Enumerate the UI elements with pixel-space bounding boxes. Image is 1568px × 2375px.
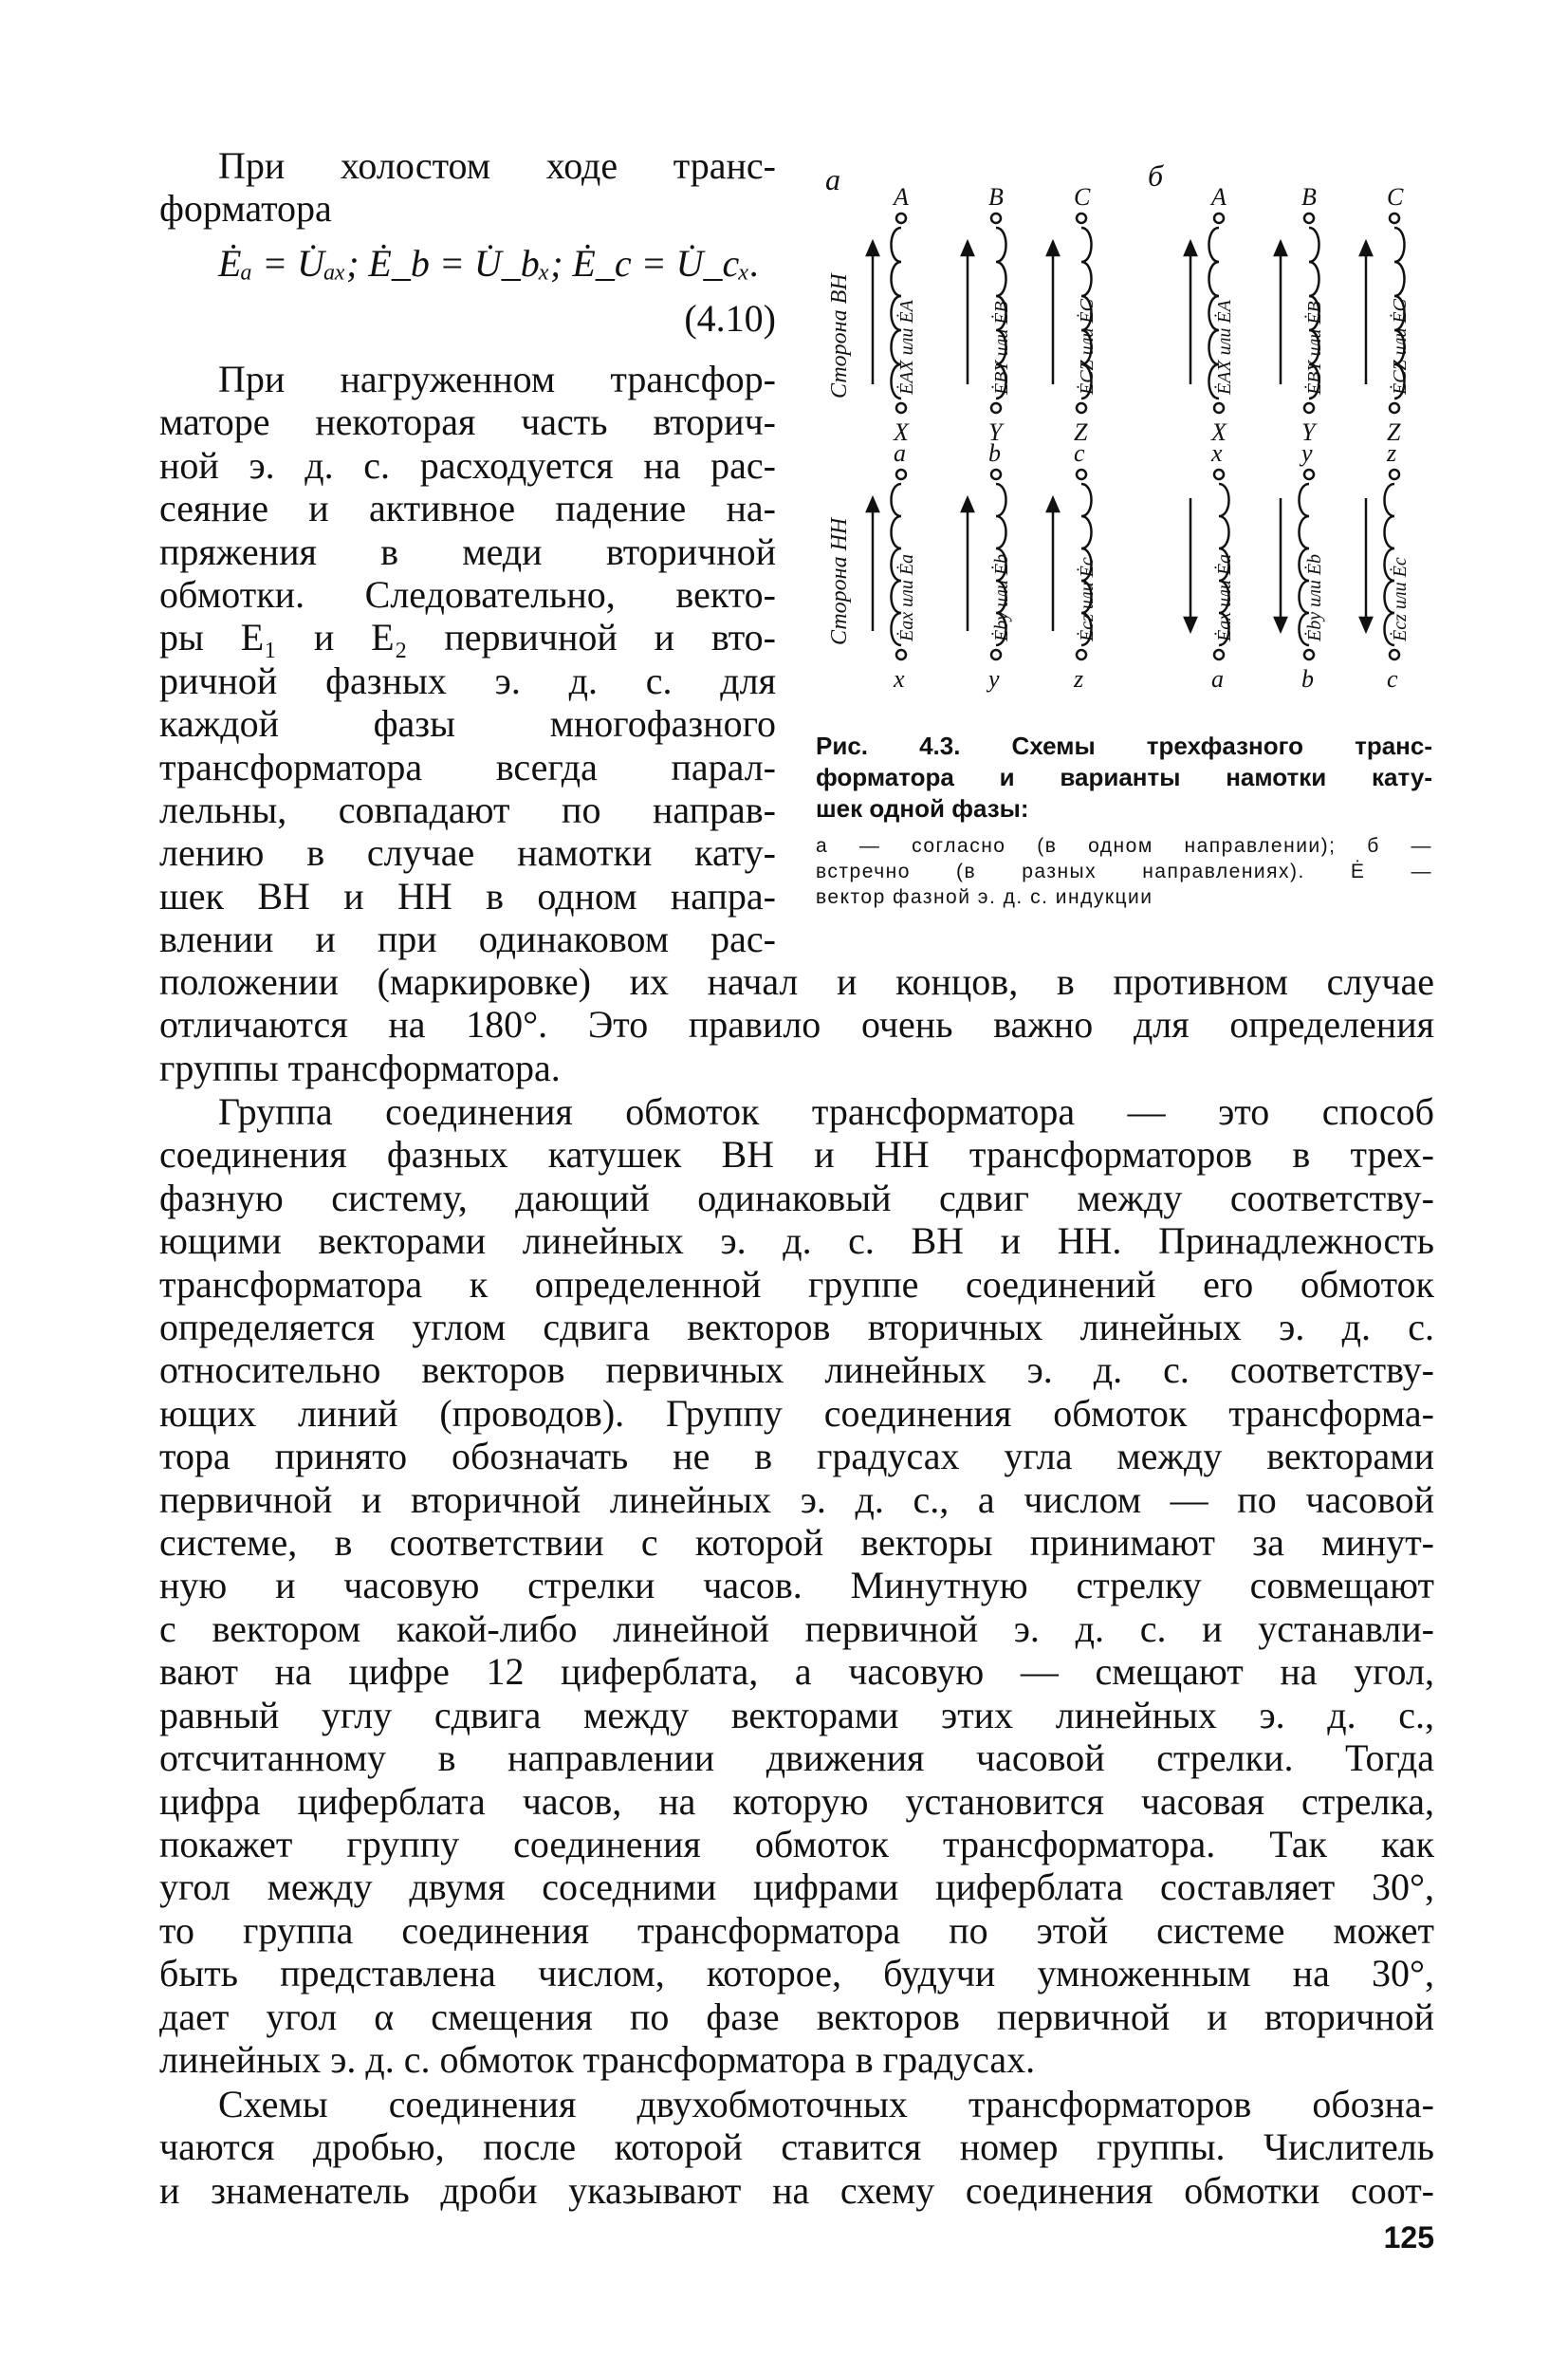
vector-label: Ėby или Ėb xyxy=(991,553,1012,641)
terminal-label: Z xyxy=(1387,418,1401,446)
terminal-label: C xyxy=(1074,183,1091,211)
terminal-label: y xyxy=(1301,439,1313,467)
caption-line: а — согласно (в одном направлении); б — xyxy=(816,835,1432,857)
text-line: покажет группу соединения обмоток трансформатора. Так как xyxy=(159,1822,1434,1865)
terminal-label: Y xyxy=(988,418,1003,446)
text-line: чаются дробью, после которой ставится номер группы. Числитель xyxy=(159,2125,1434,2169)
text-line: положении (маркировке) их начал и концов, в противном случае xyxy=(159,960,1434,1003)
arrow-head xyxy=(1275,618,1286,631)
terminal-label: X xyxy=(1211,418,1227,446)
text-line: влении и при одинаковом рас- xyxy=(159,918,776,961)
text-line: относительно векторов первичных линейных э. д. с. соответству- xyxy=(159,1348,1434,1392)
text-line: При нагруженном трансфор- xyxy=(218,358,776,400)
text-line: тора принято обозначать не в градусах угла между векторами xyxy=(159,1435,1434,1478)
terminal-label: a xyxy=(1211,665,1224,693)
text-line: пряжения в меди вторичной xyxy=(159,529,776,573)
vector-label: ĖBY или ĖB xyxy=(991,301,1012,395)
arrow-head xyxy=(1360,618,1372,631)
terminal-dot xyxy=(1077,650,1086,659)
vector-label: Ėax или Ėa xyxy=(896,553,917,641)
text-line: вают на цифре 12 циферблата, а часовую — смещают на угол, xyxy=(159,1650,1434,1694)
terminal-label: y xyxy=(988,665,1000,693)
caption-line: форматора и варианты намотки кату- xyxy=(816,763,1432,791)
terminal-label: A xyxy=(894,183,909,211)
terminal-label: C xyxy=(1387,183,1404,211)
text-line: обмотки. Следовательно, векто- xyxy=(159,573,776,617)
text-line: ной э. д. с. расходуется на рас- xyxy=(159,443,776,487)
text-line: Группа соединения обмоток трансформатора — это способ xyxy=(218,1090,1434,1133)
terminal-dot xyxy=(1304,213,1314,223)
left-paragraph xyxy=(159,358,776,961)
text-line: фазную систему, дающий одинаковый сдвиг между соответству- xyxy=(159,1176,1434,1219)
terminal-dot xyxy=(1077,403,1086,413)
text-line: форматора xyxy=(159,187,332,231)
terminal-dot xyxy=(1077,470,1086,479)
terminal-dot xyxy=(991,470,1001,479)
arrow-head xyxy=(867,242,878,255)
arrow-head xyxy=(1047,242,1059,255)
text-line: ную и часовую стрелки часов. Минутную стрелку совмещают xyxy=(159,1564,1434,1607)
arrow-head xyxy=(1047,498,1059,511)
text-line: линейных э. д. с. обмоток трансформатора в градусах. xyxy=(159,2037,1036,2081)
vector-label: Ėby или Ėb xyxy=(1304,553,1325,641)
caption-line: Рис. 4.3. Схемы трехфазного транс- xyxy=(816,732,1432,760)
text-line: цифра циферблата часов, на которую установится часовая стрелка, xyxy=(159,1779,1434,1823)
terminal-dot xyxy=(1304,650,1314,659)
text-line: ры E₁ и E₂ первичной и вто- xyxy=(159,616,776,659)
page-number: 125 xyxy=(1383,2220,1434,2254)
vector-label: ĖAX или ĖA xyxy=(896,300,917,395)
text-line: каждой фазы многофазного xyxy=(159,702,776,746)
text-line: лельны, совпадают по направ- xyxy=(159,789,776,832)
arrow-head xyxy=(867,498,878,511)
text-line: ричной фазных э. д. с. для xyxy=(159,659,776,702)
text-line: быть представлена числом, которое, будучи умноженным на 30°, xyxy=(159,1952,1434,1995)
terminal-dot xyxy=(991,403,1001,413)
vector-label: Ėax или Ėa xyxy=(1214,553,1235,641)
terminal-label: c xyxy=(1074,439,1085,467)
caption-line: встречно (в разных направлениях). Ė — xyxy=(816,861,1432,882)
text-line: угол между двумя соседними цифрами циферблата составляет 30°, xyxy=(159,1865,1434,1909)
terminal-label: Z xyxy=(1074,418,1088,446)
terminal-label: x xyxy=(1211,439,1223,467)
terminal-dot xyxy=(896,470,906,479)
terminal-dot xyxy=(1390,213,1399,223)
paragraph-two-winding xyxy=(159,2083,1434,2212)
text-line: то группа соединения трансформатора по этой системе может xyxy=(159,1908,1434,1952)
text-line: лению в случае намотки кату- xyxy=(159,831,776,875)
vector-label: ĖCZ или ĖC xyxy=(1390,299,1411,395)
terminal-label: a xyxy=(894,439,906,467)
arrow-head xyxy=(1185,242,1196,255)
terminal-dot xyxy=(1304,470,1314,479)
text-line: дает угол α смещения по фазе векторов первичной и вторичной xyxy=(159,1995,1434,2038)
arrow-head xyxy=(962,498,973,511)
terminal-dot xyxy=(1390,470,1399,479)
terminal-dot xyxy=(1214,403,1224,413)
terminal-label: X xyxy=(894,418,909,446)
terminal-dot xyxy=(896,403,906,413)
text-line: с вектором какой-либо линейной первичной э. д. с. и устанавли- xyxy=(159,1606,1434,1650)
arrow-head xyxy=(1185,618,1196,631)
side-label-lv: Сторона НН xyxy=(827,517,852,645)
transformer-winding-figure xyxy=(806,152,1442,721)
caption-line: вектор фазной э. д. с. индукции xyxy=(816,886,1153,908)
text-line: сеяние и активное падение на- xyxy=(159,487,776,530)
terminal-dot xyxy=(1214,213,1224,223)
figure-caption-legend xyxy=(816,833,1432,910)
text-line: При холостом ходе транс- xyxy=(218,144,776,187)
vector-label: ĖAX или ĖA xyxy=(1214,300,1235,395)
text-line: трансформатора всегда парал- xyxy=(159,745,776,789)
full-width-text xyxy=(159,960,1434,1089)
terminal-label: x xyxy=(894,665,905,693)
paragraph-group-connection xyxy=(159,1090,1434,2081)
terminal-dot xyxy=(1077,213,1086,223)
terminal-label: B xyxy=(1301,183,1317,211)
text-line: трансформатора к определенной группе соединений его обмоток xyxy=(159,1262,1434,1306)
side-label-hv: Сторона ВН xyxy=(827,273,852,399)
text-line: первичной и вторичной линейных э. д. с., а числом — по часовой xyxy=(159,1477,1434,1521)
terminal-dot xyxy=(991,650,1001,659)
text-line: маторе некоторая часть вторич- xyxy=(159,400,776,444)
text-line: определяется углом сдвига векторов вторичных линейных э. д. с. xyxy=(159,1306,1434,1349)
text-line: шек ВН и НН в одном напра- xyxy=(159,874,776,918)
figure-label-b: б xyxy=(1148,158,1164,193)
text-line: и знаменатель дроби указывают на схему соединения обмотки соот- xyxy=(159,2168,1434,2212)
text-line: системе, в соответствии с которой векторы принимают за минут- xyxy=(159,1521,1434,1565)
text-line: равный углу сдвига между векторами этих линейных э. д. с., xyxy=(159,1693,1434,1736)
text-line: соединения фазных катушек ВН и НН трансформаторов в трех- xyxy=(159,1133,1434,1177)
caption-line: шек одной фазы: xyxy=(816,794,1029,823)
vector-label: ĖCZ или ĖC xyxy=(1077,299,1098,395)
vector-label: ĖBY или ĖB xyxy=(1304,301,1325,395)
terminal-label: b xyxy=(988,439,1001,467)
terminal-label: z xyxy=(1074,665,1084,693)
terminal-dot xyxy=(1390,650,1399,659)
text-line: ющих линий (проводов). Группу соединения обмоток трансформа- xyxy=(159,1391,1434,1435)
text-line: группы трансформатора. xyxy=(159,1046,561,1089)
terminal-label: A xyxy=(1211,183,1227,211)
terminal-dot xyxy=(1214,650,1224,659)
text-line: ющими векторами линейных э. д. с. ВН и НН. Принадлежность xyxy=(159,1219,1434,1263)
terminal-label: B xyxy=(988,183,1004,211)
terminal-dot xyxy=(1214,470,1224,479)
terminal-label: c xyxy=(1387,665,1398,693)
figure-caption xyxy=(816,731,1432,825)
terminal-dot xyxy=(896,650,906,659)
terminal-dot xyxy=(991,213,1001,223)
text-line: отличаются на 180°. Это правило очень важно для определения xyxy=(159,1003,1434,1047)
arrow-head xyxy=(962,242,973,255)
terminal-label: Y xyxy=(1301,418,1316,446)
intro-text xyxy=(159,144,776,231)
terminal-label: b xyxy=(1301,665,1314,693)
terminal-dot xyxy=(1390,403,1399,413)
figure-label-a: а xyxy=(825,162,840,196)
vector-label: Ėcz или Ėc xyxy=(1077,557,1098,641)
text-line: отсчитанному в направлении движения часовой стрелки. Тогда xyxy=(159,1736,1434,1780)
vector-label: Ėcz или Ėc xyxy=(1390,557,1411,641)
equation-number: (4.10) xyxy=(684,297,776,340)
equation: Ėₐ = U̇ₐₓ; Ė_b = U̇_bₓ; Ė_c = U̇_cₓ. xyxy=(218,242,760,285)
arrow-head xyxy=(1360,242,1372,255)
terminal-dot xyxy=(896,213,906,223)
terminal-dot xyxy=(1304,403,1314,413)
text-line: Схемы соединения двухобмоточных трансформаторов обозна- xyxy=(218,2083,1434,2125)
arrow-head xyxy=(1275,242,1286,255)
terminal-label: z xyxy=(1387,439,1397,467)
